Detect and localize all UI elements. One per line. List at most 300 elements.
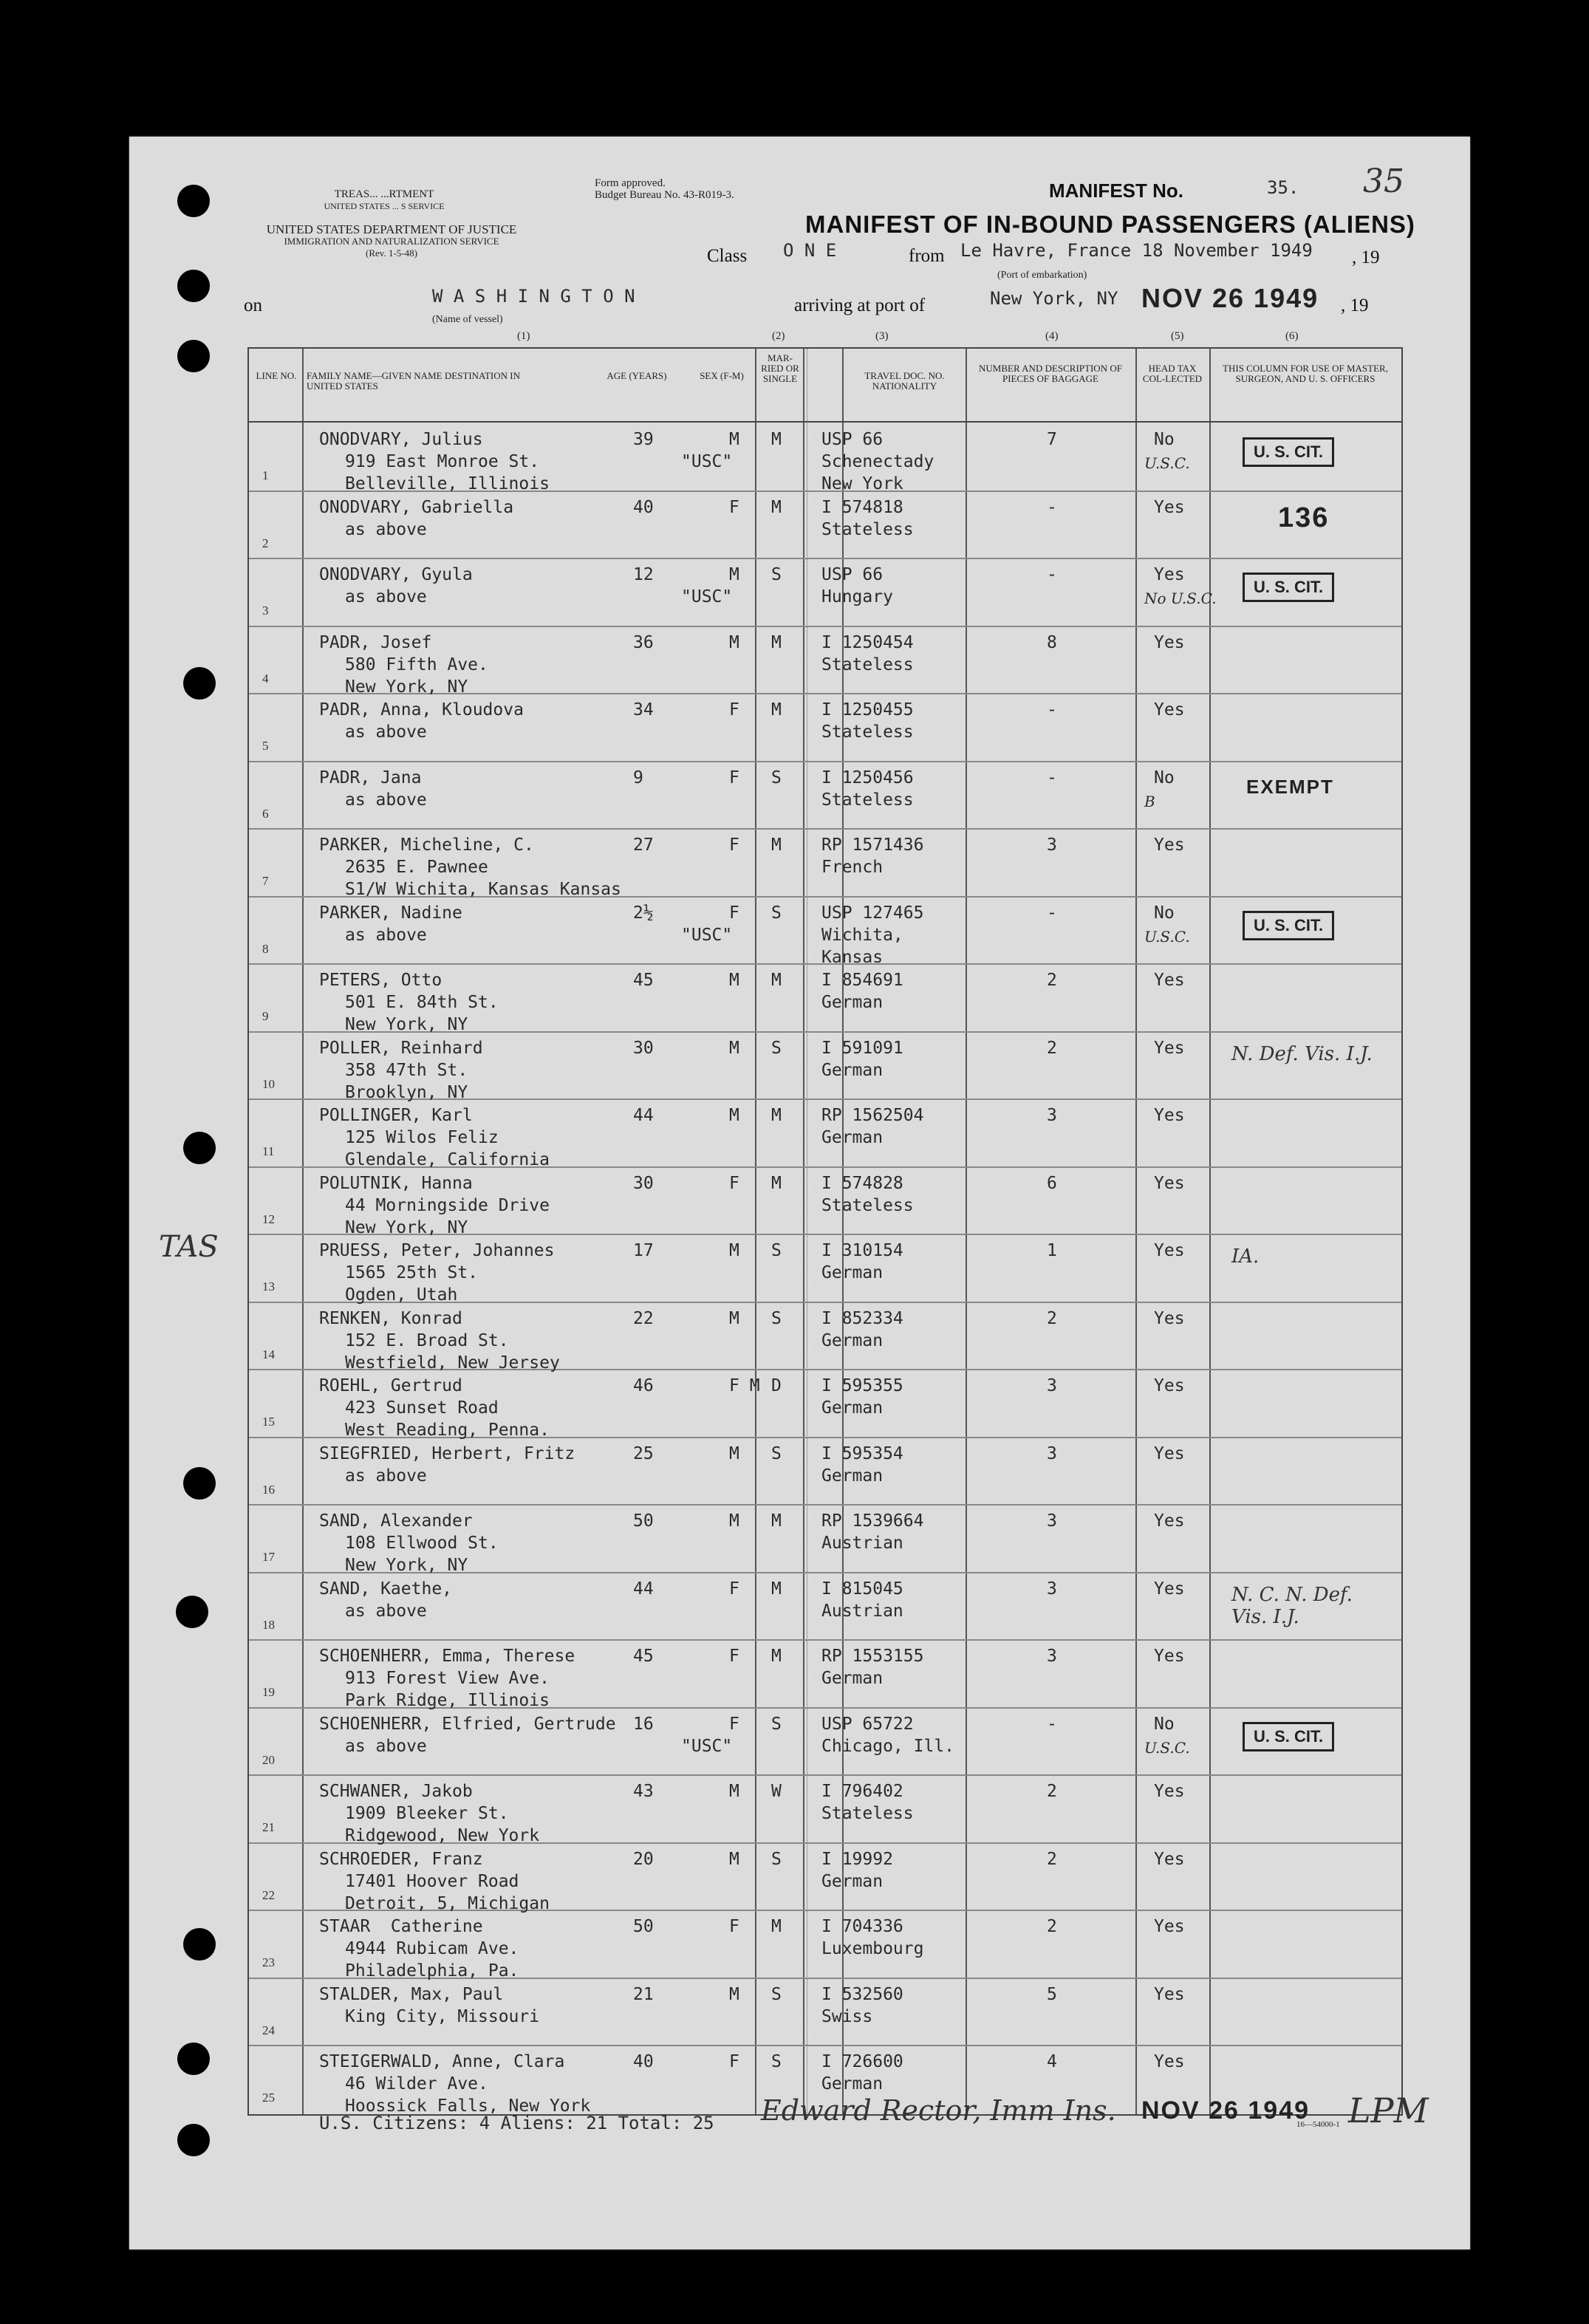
cell-l1: PETERS, Otto [319,971,442,990]
cell-l3: Ogden, Utah [345,1285,458,1305]
line-number: 9 [262,1009,269,1023]
cell-l2: King City, Missouri [345,2006,540,2026]
cell-mar: S [771,1308,782,1328]
binder-hole [177,270,210,302]
cell-sex2: "USC" [681,452,733,471]
cell-tax2: U.S.C. [1144,927,1190,946]
cell-sex2: "USC" [681,587,733,606]
cell-age: 20 [633,1849,654,1869]
cell-tax: Yes [1154,1308,1185,1328]
us-citizen-stamp: U. S. CIT. [1243,1722,1334,1751]
cell-l1: PRUESS, Peter, Johannes [319,1241,555,1260]
cell-nat: German [821,1669,884,1688]
cell-l3: Belleville, Illinois [345,474,550,493]
line-number: 11 [262,1144,275,1158]
cell-mar: M [771,430,782,449]
line-number: 7 [262,874,269,888]
cell-age: 39 [633,430,654,449]
cell-sex: F [729,835,739,855]
margin-number-136: 136 [1278,502,1330,533]
cell-age: 50 [633,1917,654,1936]
binder-hole [177,2043,210,2075]
cell-tax: Yes [1154,700,1185,720]
cell-l1: STALDER, Max, Paul [319,1984,504,2004]
col-number-1: (1) [517,330,530,342]
cell-tax2: U.S.C. [1144,1738,1190,1757]
cell-mar: S [771,1038,782,1058]
arrival-date-stamp: NOV 26 1949 [1141,283,1319,313]
cell-sex: M [729,1511,739,1531]
cell-nat: German [821,1398,884,1418]
table-row [249,1302,1401,1373]
cell-l2: 919 East Monroe St. [345,452,540,471]
officer-note: IA. [1231,1245,1260,1268]
col-head-travel: TRAVEL DOC. NO. NATIONALITY [864,370,945,392]
cell-mar: S [771,903,782,923]
cell-nat: Stateless [821,790,914,810]
vessel-name-label: (Name of vessel) [432,314,503,325]
cell-nat: German [821,1263,884,1282]
cell-nat: Hungary [821,587,893,606]
line-number: 8 [262,941,269,956]
cell-sex: M [729,971,739,990]
cell-bag: 2 [1047,971,1057,990]
cell-mar: M [771,1647,782,1666]
binder-hole [177,2124,210,2156]
cell-tax: Yes [1154,1782,1185,1801]
cell-age: 44 [633,1106,654,1125]
cell-sex: F [729,1917,739,1936]
cell-mar: M [771,1511,782,1531]
cell-sex: F [729,768,739,787]
port-embarkation-label: (Port of embarkation) [997,270,1087,281]
cell-age: 2½ [633,903,654,923]
year-suffix: , 19 [1352,247,1380,267]
cell-doc: I 815045 [821,1579,903,1599]
cell-doc: I 310154 [821,1241,903,1260]
line-number: 3 [262,604,269,618]
cell-doc: I 595354 [821,1443,903,1463]
cell-l2: 152 E. Broad St. [345,1330,509,1350]
cell-l2: as above [345,587,427,606]
cell-doc: I 591091 [821,1038,903,1058]
cell-age: 36 [633,632,654,652]
cell-nat: German [821,1128,884,1147]
cell-l2: as above [345,1466,427,1486]
cell-age: 44 [633,1579,654,1599]
footer-date-stamp: NOV 26 1949 [1141,2096,1311,2125]
table-row [249,626,1401,697]
cell-l3: New York, NY [345,1556,468,1575]
cell-tax2: U.S.C. [1144,454,1190,472]
cell-l3: Ridgewood, New York [345,1826,540,1845]
binder-hole [183,1928,216,1961]
table-row [249,761,1401,829]
cell-nat: Austrian [821,1601,903,1621]
cell-l2: 46 Wilder Ave. [345,2074,488,2094]
cell-l2: 501 E. 84th St. [345,993,499,1012]
cell-nat: Austrian [821,1534,903,1553]
cell-l1: STAAR Catherine [319,1917,483,1936]
cell-age: 45 [633,971,654,990]
manifest-no-handwritten: 35 [1363,163,1404,200]
cell-l3: Brooklyn, NY [345,1082,468,1102]
cell-bag: - [1047,497,1057,517]
cell-doc: USP 66 [821,430,884,449]
cell-tax: Yes [1154,1038,1185,1058]
cell-mar: M [771,632,782,652]
binder-hole [177,185,210,217]
cell-sex: M [729,1308,739,1328]
line-number: 18 [262,1617,275,1632]
officer-note: N. C. N. Def. Vis. I.J. [1231,1583,1353,1628]
cell-age: 40 [633,497,654,517]
cell-bag: 3 [1047,1579,1057,1599]
cell-tax: Yes [1154,1443,1185,1463]
cell-mar: M [771,1579,782,1599]
cell-nat: Schenectady [821,452,934,471]
cell-bag: 3 [1047,1443,1057,1463]
exempt-stamp: EXEMPT [1246,775,1334,798]
cell-doc: USP 65722 [821,1714,914,1734]
cell-age: 43 [633,1782,654,1801]
line-number: 5 [262,739,269,753]
cell-tax: Yes [1154,632,1185,652]
cell-bag: 3 [1047,1511,1057,1531]
cell-bag: - [1047,1714,1057,1734]
cell-l1: PADR, Jana [319,768,422,787]
cell-tax: Yes [1154,1579,1185,1599]
table-row [249,1707,1401,1775]
cell-age: 9 [633,768,643,787]
table-row [249,1234,1401,1305]
cell-l1: SCHROEDER, Franz [319,1849,483,1869]
line-number: 14 [262,1347,275,1361]
cell-age: 22 [633,1308,654,1328]
officer-signature: Edward Rector, Imm Ins. [761,2094,1116,2127]
vessel-name: W A S H I N G T O N [432,286,635,307]
line-number: 25 [262,2091,275,2105]
cell-sex: M [729,1849,739,1869]
cell-bag: 3 [1047,1376,1057,1395]
class-value: O N E [783,240,837,261]
cell-l2: 17401 Hoover Road [345,1871,519,1891]
binder-hole [177,340,210,372]
cell-doc: RP 1562504 [821,1106,924,1125]
cell-bag: - [1047,565,1057,584]
cell-l3: Philadelphia, Pa. [345,1961,519,1980]
line-number: 4 [262,671,269,686]
cell-l3: Park Ridge, Illinois [345,1691,550,1710]
cell-l1: SIEGFRIED, Herbert, Fritz [319,1443,575,1463]
arriving-label: arriving at port of [794,295,926,315]
line-number: 15 [262,1415,275,1429]
cell-sex: F M [729,1376,760,1395]
cell-l2: 913 Forest View Ave. [345,1669,550,1688]
us-citizen-stamp: U. S. CIT. [1243,573,1334,602]
cell-l1: POLLER, Reinhard [319,1038,483,1058]
cell-bag: 3 [1047,1106,1057,1125]
us-citizen-stamp: U. S. CIT. [1243,437,1334,467]
cell-bag: 2 [1047,1038,1057,1058]
table-row [249,1369,1401,1440]
cell-doc: I 796402 [821,1782,903,1801]
cell-sex: M [729,1106,739,1125]
cell-age: 25 [633,1443,654,1463]
cell-bag: 3 [1047,1647,1057,1666]
cell-l2: as above [345,519,427,539]
cell-mar: S [771,2052,782,2071]
cell-l2: as above [345,1601,427,1621]
line-number: 12 [262,1211,275,1226]
cell-bag: 2 [1047,1849,1057,1869]
table-row [249,1437,1401,1505]
table-row [249,558,1401,626]
cell-nat: German [821,993,884,1012]
footer-initials: LPM [1348,2091,1429,2130]
cell-nat: Wichita, [821,925,903,945]
line-number: 19 [262,1685,275,1699]
cell-l1: PADR, Anna, Kloudova [319,700,524,720]
cell-l1: POLLINGER, Karl [319,1106,473,1125]
cell-nat: French [821,858,884,877]
table-row [249,491,1401,558]
cell-doc: I 854691 [821,971,903,990]
cell-bag: 6 [1047,1173,1057,1193]
manifest-title: MANIFEST OF IN-BOUND PASSENGERS (ALIENS) [805,211,1415,238]
totals-line: U.S. Citizens: 4 Aliens: 21 Total: 25 [319,2113,714,2133]
cell-l1: PARKER, Micheline, C. [319,835,534,855]
cell-doc: I 1250456 [821,768,914,787]
cell-tax: Yes [1154,565,1185,584]
col-head-officers: THIS COLUMN FOR USE OF MASTER, SURGEON, AND U. S. OFFICERS [1223,363,1388,384]
cell-bag: 3 [1047,835,1057,855]
cell-l2: 108 Ellwood St. [345,1534,499,1553]
us-citizen-stamp: U. S. CIT. [1243,911,1334,940]
from-label: from [909,246,945,266]
cell-l1: SCHWANER, Jakob [319,1782,473,1801]
cell-nat: Swiss [821,2006,873,2026]
cell-l1: STEIGERWALD, Anne, Clara [319,2052,565,2071]
officer-note: N. Def. Vis. I.J. [1231,1042,1373,1065]
cell-l2: as above [345,722,427,742]
cell-sex: F [729,1579,739,1599]
table-row [249,1639,1401,1710]
cell-doc: USP 66 [821,565,884,584]
table-row [249,963,1401,1034]
cell-tax: Yes [1154,497,1185,517]
cell-doc: USP 127465 [821,903,924,923]
col-number-4: (4) [1045,330,1059,342]
cell-doc: I 574818 [821,497,903,517]
line-number: 2 [262,536,269,550]
table-row [249,1031,1401,1102]
cell-nat: German [821,1466,884,1486]
cell-mar: D [771,1376,782,1395]
col-number-6: (6) [1285,330,1299,342]
justice-dept-label: UNITED STATES DEPARTMENT OF JUSTICE IMMIGRATION AND NATURALIZATION SERVICE (Rev. 1-5-48) [266,222,517,259]
cell-mar: M [771,700,782,720]
line-number: 20 [262,1752,275,1767]
cell-nat: Stateless [821,519,914,539]
cell-age: 30 [633,1038,654,1058]
cell-age: 17 [633,1241,654,1260]
cell-tax: Yes [1154,971,1185,990]
cell-bag: - [1047,768,1057,787]
cell-nat: Stateless [821,1804,914,1823]
margin-tas: TAS [159,1230,219,1264]
table-row [249,828,1401,899]
cell-tax: Yes [1154,2052,1185,2071]
cell-tax2: B [1144,792,1155,810]
table-row [249,1978,1401,2046]
treasury-dept-label: TREAS... ...RTMENT UNITED STATES ... S SERVICE [324,188,445,211]
cell-age: 40 [633,2052,654,2071]
cell-bag: 2 [1047,1308,1057,1328]
cell-tax: Yes [1154,1376,1185,1395]
cell-sex: F [729,1714,739,1734]
cell-age: 45 [633,1647,654,1666]
cell-doc: I 532560 [821,1984,903,2004]
cell-doc: I 852334 [821,1308,903,1328]
cell-l3: Hoossick Falls, New York [345,2096,591,2116]
line-number: 16 [262,1482,275,1497]
cell-age: 16 [633,1714,654,1734]
cell-tax: Yes [1154,1984,1185,2004]
cell-mar: S [771,768,782,787]
line-number: 1 [262,468,269,482]
cell-tax: Yes [1154,1849,1185,1869]
cell-tax: No [1154,903,1175,923]
cell-l2: 580 Fifth Ave. [345,655,488,674]
cell-sex2: "USC" [681,925,733,945]
cell-l1: PADR, Josef [319,632,432,652]
cell-mar: S [771,1714,782,1734]
cell-tax: Yes [1154,1241,1185,1260]
cell-tax: Yes [1154,1106,1185,1125]
cell-mar: M [771,835,782,855]
table-row [249,1910,1401,1978]
col-head-line: LINE NO. [256,370,297,381]
cell-mar: S [771,1241,782,1260]
cell-doc: I 19992 [821,1849,893,1869]
arrival-port: New York, NY [990,288,1118,309]
cell-nat: Stateless [821,722,914,742]
cell-l3: New York, NY [345,677,468,697]
cell-doc: RP 1571436 [821,835,924,855]
embarkation-value: Le Havre, France 18 November 1949 [960,240,1313,261]
binder-hole [183,667,216,700]
cell-doc: I 574828 [821,1173,903,1193]
cell-age: 50 [633,1511,654,1531]
cell-l2: as above [345,1736,427,1756]
cell-sex: F [729,700,739,720]
class-label: Class [707,246,748,266]
cell-sex: M [729,1038,739,1058]
cell-sex: M [729,565,739,584]
manifest-no-label: MANIFEST No. [1049,180,1183,202]
table-row [249,896,1401,967]
col-number-3: (3) [875,330,889,342]
year-suffix-2: , 19 [1341,295,1369,315]
table-row [249,1504,1401,1575]
cell-sex: M [729,1443,739,1463]
cell-l2: 358 47th St. [345,1060,468,1080]
cell-nat: Stateless [821,1195,914,1215]
cell-sex2: "USC" [681,1736,733,1756]
cell-doc: I 595355 [821,1376,903,1395]
cell-l3: Westfield, New Jersey [345,1353,560,1373]
cell-mar: S [771,1443,782,1463]
passenger-table [247,347,1403,2116]
col-number-2: (2) [772,330,785,342]
cell-l1: SAND, Alexander [319,1511,473,1531]
cell-l2: 1565 25th St. [345,1263,479,1282]
cell-l3: Glendale, California [345,1150,550,1169]
table-row [249,1842,1401,1913]
cell-tax: Yes [1154,1917,1185,1936]
binder-hole [176,1596,208,1628]
cell-tax2: No U.S.C. [1144,589,1217,607]
cell-l1: SAND, Kaethe, [319,1579,453,1599]
form-approved-label: Form approved. Budget Bureau No. 43-R019-3. [595,177,734,201]
cell-bag: 4 [1047,2052,1057,2071]
table-row [249,693,1401,761]
table-row [249,1572,1401,1640]
col-head-age: AGE (YEARS) [606,370,667,381]
cell-sex: M [729,1241,739,1260]
table-row [249,1774,1401,1845]
cell-l3: New York, NY [345,1217,468,1237]
cell-age: 21 [633,1984,654,2004]
cell-doc: I 1250454 [821,632,914,652]
col-head-sex: SEX (F-M) [700,370,744,381]
cell-age: 30 [633,1173,654,1193]
cell-nat: Luxembourg [821,1939,924,1958]
cell-doc: I 1250455 [821,700,914,720]
cell-tax: No [1154,1714,1175,1734]
cell-sex: F [729,2052,739,2071]
cell-tax: No [1154,430,1175,449]
line-number: 13 [262,1279,275,1293]
cell-sex: M [729,632,739,652]
cell-sex: F [729,497,739,517]
binder-hole [183,1132,216,1164]
cell-mar: M [771,971,782,990]
line-number: 24 [262,2023,275,2037]
cell-l1: SCHOENHERR, Emma, Therese [319,1647,575,1666]
table-row [249,1098,1401,1169]
col-number-5: (5) [1171,330,1184,342]
cell-nat2: New York [821,474,903,493]
cell-nat: German [821,1871,884,1891]
line-number: 23 [262,1955,275,1969]
table-row [249,1166,1401,1237]
cell-l1: SCHOENHERR, Elfried, Gertrude [319,1714,616,1734]
cell-l1: ONODVARY, Julius [319,430,483,449]
cell-bag: - [1047,700,1057,720]
cell-bag: 8 [1047,632,1057,652]
cell-l3: Detroit, 5, Michigan [345,1893,550,1913]
cell-sex: M [729,1782,739,1801]
cell-nat2: Kansas [821,947,884,967]
cell-l2: 4944 Rubicam Ave. [345,1939,519,1958]
table-row [249,423,1401,491]
binder-hole [183,1467,216,1500]
cell-l1: ONODVARY, Gabriella [319,497,514,517]
cell-l2: 44 Morningside Drive [345,1195,550,1215]
cell-sex: F [729,1647,739,1666]
